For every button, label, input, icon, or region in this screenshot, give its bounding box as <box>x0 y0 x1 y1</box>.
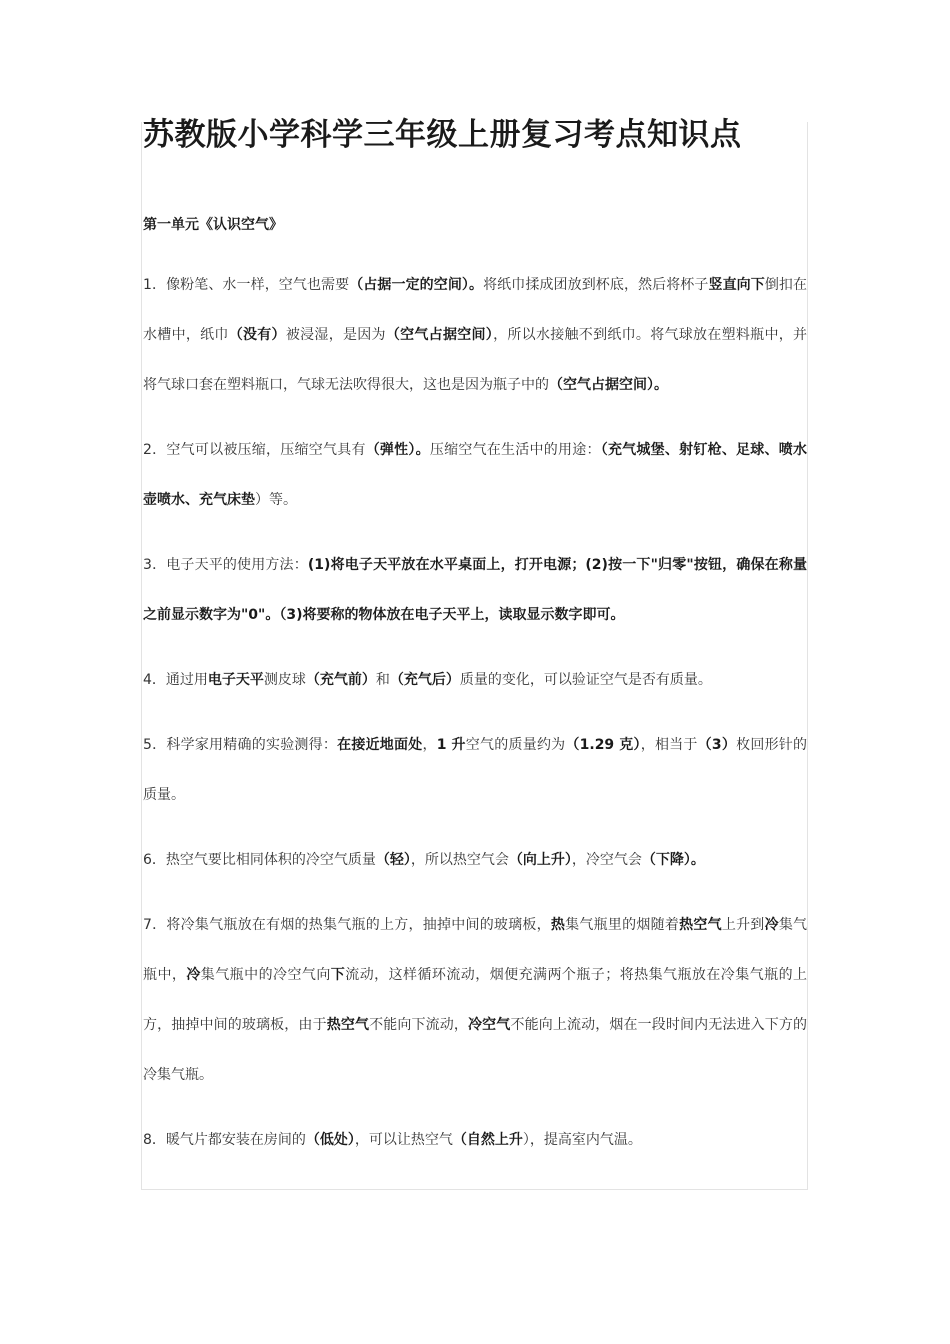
text-run: 6．热空气要比相同体积的冷空气质量 <box>143 852 376 868</box>
text-run: ）等。 <box>255 492 297 508</box>
bold-run: 热 <box>550 917 566 933</box>
text-run: ，所以水接触不到纸巾。将气球放在塑料瓶中，并将气球口套在塑料瓶口，气球无法吹得很大，这也是因为瓶子中的 <box>143 327 808 393</box>
text-run: 集气瓶中， <box>143 917 808 983</box>
bold-run: 冷 <box>186 967 201 983</box>
paragraph-6 <box>143 835 807 885</box>
text-run: 质量的变化，可以验证空气是否有质量。 <box>459 672 712 688</box>
bold-run: （占据一定的空间）。 <box>349 277 484 293</box>
paragraph-8 <box>143 1115 807 1165</box>
text-run: ，可以让热空气 <box>354 1132 453 1148</box>
bold-run: 冷 <box>764 917 779 933</box>
text-run: 集气瓶中的冷空气向 <box>200 967 331 983</box>
text-run: 枚回形针的质量。 <box>143 737 808 803</box>
text-run: 3．电子天平的使用方法： <box>143 557 308 573</box>
text-run: 7．将冷集气瓶放在有烟的热集气瓶的上方，抽掉中间的玻璃板， <box>143 917 551 933</box>
bold-run: （充气前） <box>305 672 376 688</box>
text-run: 集气瓶里的烟随着 <box>565 917 680 933</box>
bold-run: (1)将电子天平放在水平桌面上，打开电源；(2)按一下"归零"按钮，确保在称量之前显示数字为"0"。（3)将要称的物体放在电子天平上，读取显示数字即可。 <box>143 557 807 623</box>
text-run: 上升到 <box>721 917 765 933</box>
paragraph-4 <box>143 655 807 705</box>
text-run: ， <box>422 737 437 753</box>
bold-run: 热空气 <box>326 1017 370 1033</box>
text-run: 倒扣在水槽中，纸巾 <box>143 277 808 343</box>
bold-run: （1.29 克） <box>565 737 641 753</box>
bold-run: 下 <box>330 967 346 983</box>
section-heading: 第一单元《认识空气》 <box>143 217 283 233</box>
text-run: 4．通过用 <box>143 672 208 688</box>
text-run: 8．暖气片都安装在房间的 <box>143 1132 306 1148</box>
bold-run: 热空气 <box>679 917 722 933</box>
paragraph-list <box>143 260 807 1165</box>
text-run: 和 <box>375 672 390 688</box>
bold-run: （空气占据空间） <box>385 327 494 343</box>
paragraph-7 <box>143 900 807 1100</box>
text-run: 不能向下流动， <box>369 1017 469 1033</box>
paragraph-5 <box>143 720 807 820</box>
text-run: 2．空气可以被压缩，压缩空气具有 <box>143 442 366 458</box>
bold-run: 在接近地面处 <box>337 737 423 753</box>
bold-run: （弹性）。 <box>365 442 430 458</box>
bold-run: 竖直向下 <box>708 277 765 293</box>
page-title: 苏教版小学科学三年级上册复习考点知识点 <box>143 117 742 153</box>
bold-run: 冷空气 <box>468 1017 511 1033</box>
bold-run: （轻） <box>375 852 411 868</box>
text-run: 1．像粉笔、水一样，空气也需要 <box>143 277 350 293</box>
text-run: 被浸湿，是因为 <box>285 327 386 343</box>
text-run: 测皮球 <box>263 672 306 688</box>
text-run: ，相当于 <box>640 737 698 753</box>
text-run: 5．科学家用精确的实验测得： <box>143 737 338 753</box>
text-run: ），提高室内气温。 <box>522 1132 642 1148</box>
text-run: ，冷空气会 <box>571 852 642 868</box>
document-content <box>143 112 807 1165</box>
bold-run: （充气城堡、射钉枪、足球、喷水壶喷水、充气床垫 <box>143 442 808 508</box>
paragraph-3 <box>143 540 807 640</box>
bold-run: （空气占据空间）。 <box>549 377 668 393</box>
bold-run: （向上升） <box>508 852 572 868</box>
bold-run: （自然上升 <box>452 1132 523 1148</box>
paragraph-1 <box>143 260 807 410</box>
bold-run: （3） <box>697 737 737 753</box>
text-run: 不能向上流动，烟在一段时间内无法进入下方的冷集气瓶。 <box>143 1017 808 1083</box>
text-run: 空气的质量约为 <box>465 737 566 753</box>
text-run: ，所以热空气会 <box>410 852 509 868</box>
bold-run: （低处） <box>305 1132 355 1148</box>
text-run: 将纸巾揉成团放到杯底，然后将杯子 <box>483 277 709 293</box>
bold-run: （没有） <box>228 327 286 343</box>
paragraph-2 <box>143 425 807 525</box>
bold-run: （充气后） <box>389 672 460 688</box>
text-run: 流动，这样循环流动，烟便充满两个瓶子；将热集气瓶放在冷集气瓶的上方，抽掉中间的玻璃板，由于 <box>143 967 808 1033</box>
bold-run: （下降）。 <box>641 852 705 868</box>
bold-run: 电子天平 <box>207 672 264 688</box>
text-run: 压缩空气在生活中的用途： <box>429 442 601 458</box>
bold-run: 1 升 <box>436 737 466 753</box>
